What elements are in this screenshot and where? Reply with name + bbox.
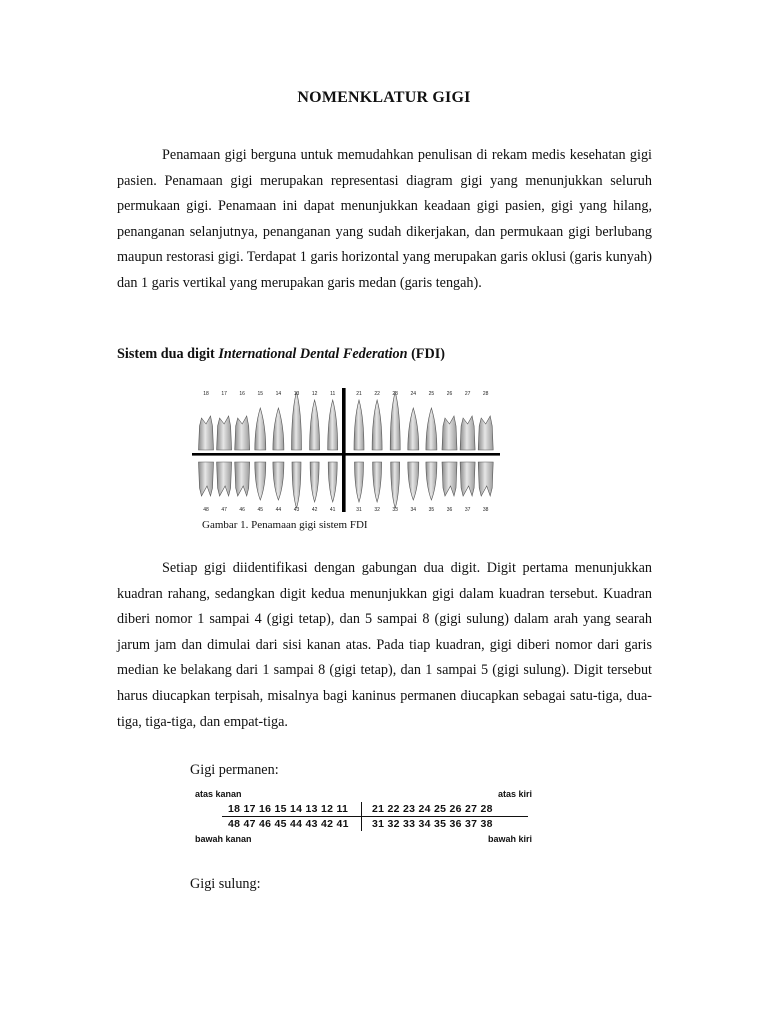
upper-tooth-14 (273, 408, 284, 450)
upper-tooth-24 (408, 408, 419, 450)
lower-tooth-label: 45 (257, 507, 264, 513)
upper-tooth-label: 23 (392, 391, 398, 397)
lower-tooth-32 (373, 462, 382, 502)
lower-tooth-34 (408, 462, 419, 500)
upper-tooth-17 (217, 416, 232, 450)
lower-tooth-label: 38 (482, 507, 489, 513)
upper-tooth-label: 18 (203, 391, 209, 397)
upper-tooth-12 (310, 400, 320, 450)
lower-tooth-label: 43 (293, 507, 300, 513)
lower-tooth-38 (478, 462, 493, 496)
upper-tooth-label: 26 (446, 391, 453, 397)
occlusal-line (222, 816, 528, 817)
upper-tooth-label: 22 (374, 391, 380, 397)
deciduous-teeth-label: Gigi sulung: (190, 876, 261, 892)
upper-tooth-label: 16 (239, 391, 245, 397)
lower-tooth-37 (460, 462, 475, 496)
page-title: NOMENKLATUR GIGI (297, 89, 471, 106)
occlusal-line (192, 453, 500, 456)
midline (361, 802, 362, 831)
upper-tooth-16 (235, 416, 250, 450)
upper-tooth-label: 13 (293, 391, 300, 397)
lower-tooth-46 (235, 462, 250, 496)
lower-tooth-label: 48 (203, 507, 209, 513)
lower-tooth-42 (310, 462, 319, 502)
upper-tooth-25 (426, 408, 437, 450)
upper-tooth-label: 17 (221, 391, 227, 397)
upper-tooth-28 (478, 416, 493, 450)
lower-tooth-label: 36 (446, 507, 453, 513)
upper-tooth-21 (354, 400, 364, 450)
lower-tooth-33 (391, 462, 400, 508)
lower-tooth-36 (442, 462, 457, 496)
lower-tooth-label: 34 (410, 507, 417, 513)
lower-tooth-48 (199, 462, 214, 496)
upper-tooth-18 (199, 416, 214, 450)
upper-right-quadrant-label: atas kanan (195, 789, 242, 799)
heading-prefix: Sistem dua digit (117, 346, 219, 362)
lower-tooth-45 (255, 462, 266, 500)
upper-tooth-label: 27 (464, 391, 471, 397)
upper-tooth-label: 14 (275, 391, 282, 397)
teeth-illustration (192, 386, 500, 514)
lower-tooth-41 (328, 462, 337, 502)
upper-tooth-label: 21 (356, 391, 362, 397)
lower-tooth-label: 44 (275, 507, 282, 513)
lower-tooth-label: 33 (392, 507, 398, 513)
lower-tooth-label: 32 (374, 507, 380, 513)
permanent-teeth-label: Gigi permanen: (190, 762, 279, 778)
lower-tooth-44 (273, 462, 284, 500)
upper-tooth-15 (255, 408, 266, 450)
explanation-paragraph: Setiap gigi diidentifikasi dengan gabungan dua digit. Digit pertama menunjukkan kuadran rahang, sedangkan digit kedua menunjukkan gigi dalam kuadran tersebut. Kuadran diberi nomor 1 sampai 4 (gigi tetap), dan 5 sampai 8 (gigi sulung) dalam arah yang searah jarum jam dan dimulai dari sisi kanan atas. Pada tiap kuadran, gigi diberi nomor dari garis median ke belakang dari 1 sampai 8 (gigi tetap), dan 1 sampai 5 (gigi sulung). Digit tersebut harus diucapkan terpisah, misalnya bagi kaninus permanen diucapkan sebagai satu-tiga, dua-tiga, tiga-tiga, dan empat-tiga. (117, 560, 652, 730)
figure-caption: Gambar 1. Penamaan gigi sistem FDI (202, 519, 368, 531)
upper-left-numbers: 21 22 23 24 25 26 27 28 (372, 803, 493, 815)
lower-left-quadrant-label: bawah kiri (487, 834, 532, 844)
heading-suffix: (FDI) (407, 346, 445, 362)
median-line (342, 388, 346, 512)
lower-tooth-label: 37 (464, 507, 471, 513)
lower-tooth-label: 35 (428, 507, 435, 513)
heading-italic: International Dental Federation (218, 346, 408, 362)
upper-tooth-label: 11 (330, 391, 336, 397)
lower-tooth-label: 41 (329, 507, 336, 513)
upper-left-quadrant-label: atas kiri (497, 789, 532, 799)
upper-tooth-11 (328, 400, 338, 450)
permanent-teeth-chart (192, 787, 532, 847)
upper-tooth-label: 25 (428, 391, 435, 397)
section-heading (117, 346, 445, 363)
intro-paragraph: Penamaan gigi berguna untuk memudahkan penulisan di rekam medis kesehatan gigi pasien. Penamaan gigi merupakan representasi diagram gigi yang menunjukkan seluruh permukaan gigi. Penamaan ini dapat menunjukkan keadaan gigi pasien, gigi yang hilang, penanganan selanjutnya, penanganan yang sudah dikerjakan, dan permukaan gigi berlubang maupun restorasi gigi. Terdapat 1 garis horizontal yang merupakan garis oklusi (garis kunyah) dan 1 garis vertikal yang merupakan garis medan (garis tengah). (117, 147, 652, 291)
upper-tooth-26 (442, 416, 457, 450)
lower-tooth-35 (426, 462, 437, 500)
lower-tooth-43 (292, 462, 301, 508)
lower-tooth-label: 46 (239, 507, 245, 513)
lower-left-numbers: 31 32 33 34 35 36 37 38 (372, 818, 493, 830)
lower-tooth-47 (217, 462, 232, 496)
fdi-teeth-figure (192, 386, 500, 514)
lower-tooth-label: 42 (311, 507, 318, 513)
upper-right-numbers: 18 17 16 15 14 13 12 11 (228, 803, 349, 815)
lower-right-quadrant-label: bawah kanan (195, 834, 252, 844)
upper-tooth-23 (390, 392, 400, 450)
lower-tooth-31 (355, 462, 364, 502)
upper-tooth-27 (460, 416, 475, 450)
upper-tooth-22 (372, 400, 382, 450)
upper-tooth-label: 15 (257, 391, 264, 397)
upper-tooth-label: 24 (410, 391, 417, 397)
lower-tooth-label: 31 (356, 507, 362, 513)
upper-tooth-label: 28 (482, 391, 489, 397)
upper-tooth-label: 12 (311, 391, 318, 397)
lower-right-numbers: 48 47 46 45 44 43 42 41 (228, 818, 349, 830)
upper-tooth-13 (292, 392, 302, 450)
lower-tooth-label: 47 (221, 507, 227, 513)
